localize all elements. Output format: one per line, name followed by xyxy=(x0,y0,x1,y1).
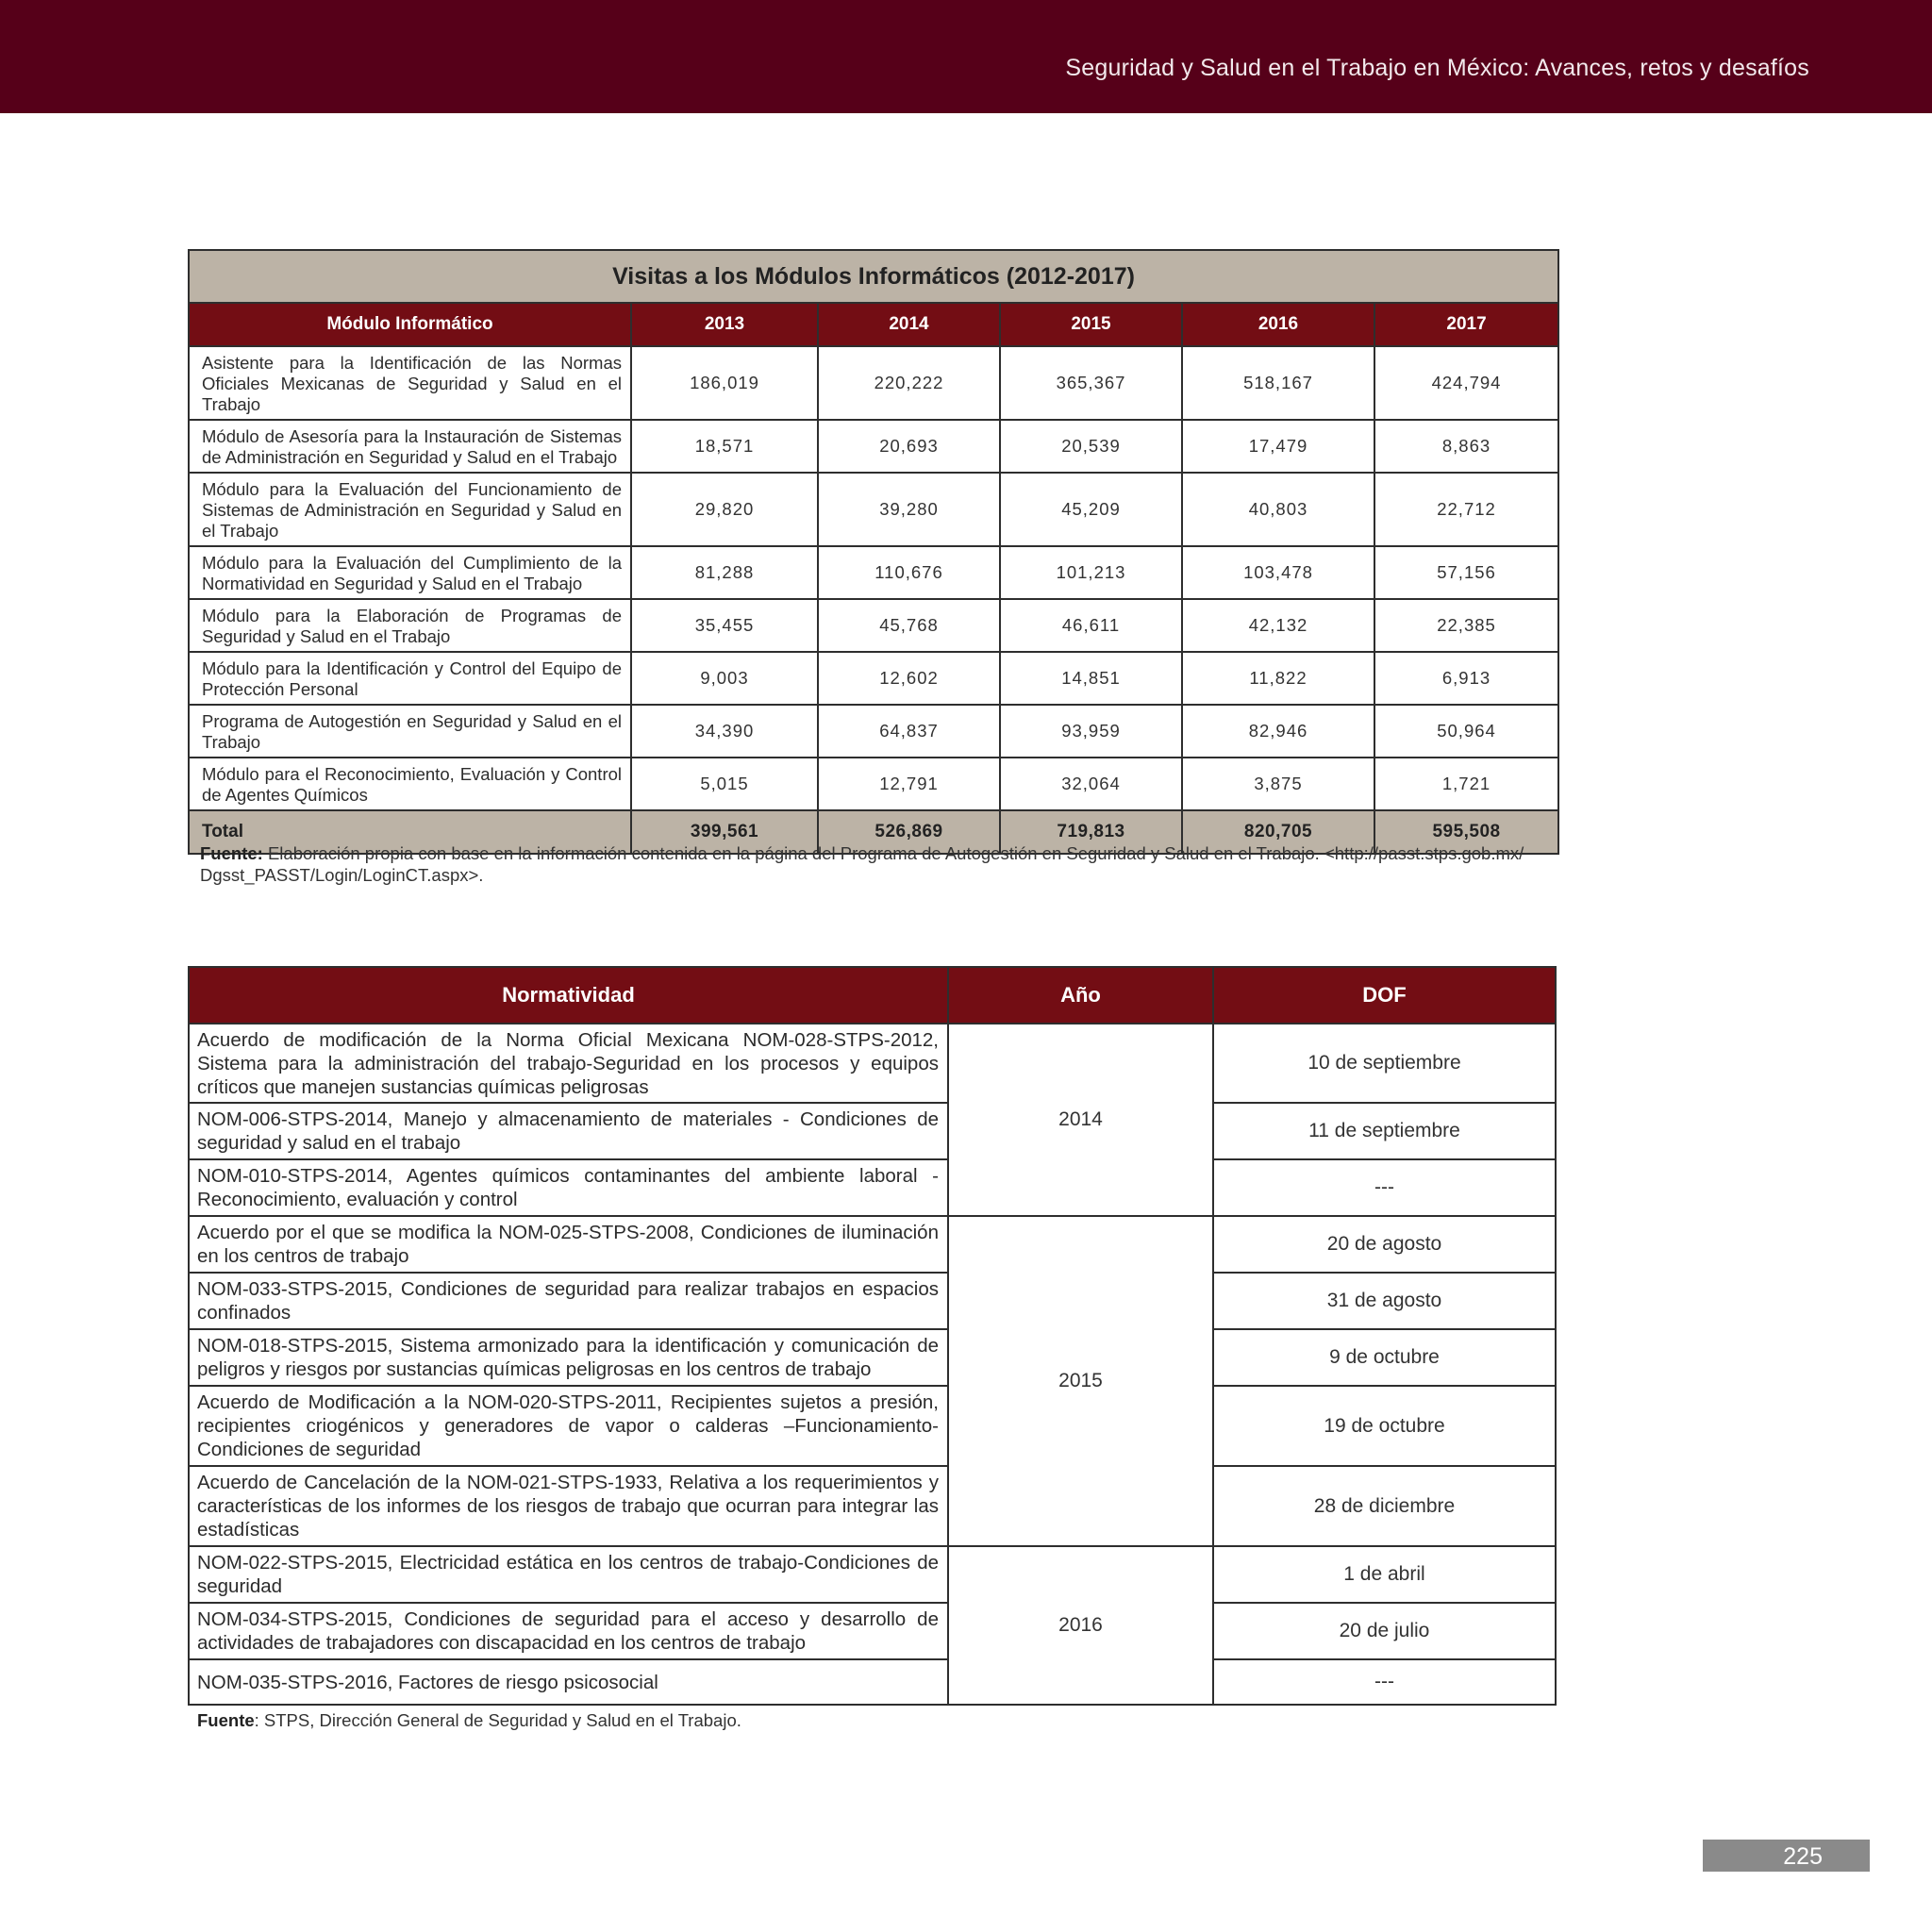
value-cell: 11,822 xyxy=(1182,652,1374,705)
value-cell: 34,390 xyxy=(631,705,818,758)
value-cell: 35,455 xyxy=(631,599,818,652)
dof-date-cell: 31 de agosto xyxy=(1213,1273,1556,1329)
header-title: Seguridad y Salud en el Trabajo en México: Avances, retos y desafíos xyxy=(1065,55,1809,81)
regulation-cell: NOM-035-STPS-2016, Factores de riesgo psicosocial xyxy=(189,1659,948,1705)
table-row xyxy=(189,1329,1556,1386)
total-value: 399,561 xyxy=(631,810,818,854)
table-row xyxy=(189,1103,1556,1159)
modules-visits-table xyxy=(188,249,1559,855)
column-header: Año xyxy=(948,967,1213,1024)
value-cell: 1,721 xyxy=(1374,758,1558,810)
value-cell: 518,167 xyxy=(1182,346,1374,420)
table-title: Visitas a los Módulos Informáticos (2012-2017) xyxy=(189,250,1558,303)
table-row xyxy=(189,1546,1556,1603)
value-cell: 12,602 xyxy=(818,652,1000,705)
value-cell: 18,571 xyxy=(631,420,818,473)
column-header: 2014 xyxy=(818,303,1000,346)
table-row xyxy=(189,1466,1556,1546)
dof-date-cell: 20 de agosto xyxy=(1213,1216,1556,1273)
value-cell: 20,693 xyxy=(818,420,1000,473)
regulation-cell: NOM-022-STPS-2015, Electricidad estática en los centros de trabajo-Condiciones de seguridad xyxy=(189,1546,948,1603)
value-cell: 186,019 xyxy=(631,346,818,420)
table-row xyxy=(189,1159,1556,1216)
column-header: Normatividad xyxy=(189,967,948,1024)
regulation-cell: Acuerdo de Cancelación de la NOM-021-STPS-1933, Relativa a los requerimientos y características de los informes de los riesgos de trabajo que ocurran para integrar las estadísticas xyxy=(189,1466,948,1546)
table-header-row xyxy=(189,967,1556,1024)
dof-date-cell: 11 de septiembre xyxy=(1213,1103,1556,1159)
column-header: Módulo Informático xyxy=(189,303,631,346)
value-cell: 45,209 xyxy=(1000,473,1182,546)
table-row xyxy=(189,473,1558,546)
column-header: 2015 xyxy=(1000,303,1182,346)
regulation-cell: NOM-033-STPS-2015, Condiciones de seguridad para realizar trabajos en espacios confinados xyxy=(189,1273,948,1329)
dof-date-cell: 1 de abril xyxy=(1213,1546,1556,1603)
value-cell: 32,064 xyxy=(1000,758,1182,810)
table-row xyxy=(189,1386,1556,1466)
source-text: Elaboración propia con base en la información contenida en la página del Programa de Autogestión en Seguridad y Salud en el Trabajo. <http://passt.stps.gob.mx/ Dgsst_PASST/Login/LoginCT.aspx>. xyxy=(200,843,1524,885)
regulation-cell: Acuerdo de modificación de la Norma Oficial Mexicana NOM-028-STPS-2012, Sistema para la administración del trabajo-Seguridad en los procesos y equipos críticos que manejen sustancias químicas peligrosas xyxy=(189,1024,948,1103)
value-cell: 81,288 xyxy=(631,546,818,599)
value-cell: 20,539 xyxy=(1000,420,1182,473)
regulation-cell: NOM-006-STPS-2014, Manejo y almacenamiento de materiales - Condiciones de seguridad y salud en el trabajo xyxy=(189,1103,948,1159)
value-cell: 103,478 xyxy=(1182,546,1374,599)
value-cell: 17,479 xyxy=(1182,420,1374,473)
table-row xyxy=(189,1659,1556,1705)
dof-date-cell: 20 de julio xyxy=(1213,1603,1556,1659)
total-value: 820,705 xyxy=(1182,810,1374,854)
total-value: 595,508 xyxy=(1374,810,1558,854)
value-cell: 220,222 xyxy=(818,346,1000,420)
value-cell: 14,851 xyxy=(1000,652,1182,705)
module-name-cell: Módulo para la Evaluación del Cumplimiento de la Normatividad en Seguridad y Salud en el Trabajo xyxy=(189,546,631,599)
year-cell: 2014 xyxy=(948,1024,1213,1216)
total-value: 526,869 xyxy=(818,810,1000,854)
value-cell: 22,385 xyxy=(1374,599,1558,652)
value-cell: 424,794 xyxy=(1374,346,1558,420)
value-cell: 101,213 xyxy=(1000,546,1182,599)
table-row xyxy=(189,546,1558,599)
column-header: 2017 xyxy=(1374,303,1558,346)
module-name-cell: Asistente para la Identificación de las Normas Oficiales Mexicanas de Seguridad y Salud en el Trabajo xyxy=(189,346,631,420)
value-cell: 22,712 xyxy=(1374,473,1558,546)
module-name-cell: Módulo de Asesoría para la Instauración de Sistemas de Administración en Seguridad y Salud en el Trabajo xyxy=(189,420,631,473)
table-row xyxy=(189,1024,1556,1103)
regulations-table xyxy=(188,966,1557,1706)
value-cell: 39,280 xyxy=(818,473,1000,546)
value-cell: 365,367 xyxy=(1000,346,1182,420)
value-cell: 110,676 xyxy=(818,546,1000,599)
table-header-row xyxy=(189,303,1558,346)
dof-date-cell: 9 de octubre xyxy=(1213,1329,1556,1386)
value-cell: 5,015 xyxy=(631,758,818,810)
regulation-cell: Acuerdo por el que se modifica la NOM-025-STPS-2008, Condiciones de iluminación en los centros de trabajo xyxy=(189,1216,948,1273)
dof-date-cell: 10 de septiembre xyxy=(1213,1024,1556,1103)
column-header: DOF xyxy=(1213,967,1556,1024)
value-cell: 82,946 xyxy=(1182,705,1374,758)
value-cell: 42,132 xyxy=(1182,599,1374,652)
year-cell: 2015 xyxy=(948,1216,1213,1546)
table-row xyxy=(189,599,1558,652)
table-row xyxy=(189,1603,1556,1659)
value-cell: 9,003 xyxy=(631,652,818,705)
module-name-cell: Módulo para la Evaluación del Funcionamiento de Sistemas de Administración en Seguridad y Salud en el Trabajo xyxy=(189,473,631,546)
table-row xyxy=(189,420,1558,473)
value-cell: 46,611 xyxy=(1000,599,1182,652)
module-name-cell: Programa de Autogestión en Seguridad y Salud en el Trabajo xyxy=(189,705,631,758)
table1-source-note xyxy=(200,842,1558,886)
value-cell: 6,913 xyxy=(1374,652,1558,705)
dof-date-cell: 19 de octubre xyxy=(1213,1386,1556,1466)
value-cell: 45,768 xyxy=(818,599,1000,652)
table-row xyxy=(189,1216,1556,1273)
dof-date-cell: --- xyxy=(1213,1659,1556,1705)
page-number: 225 xyxy=(1703,1840,1870,1872)
header-bar xyxy=(0,0,1932,113)
table-row xyxy=(189,705,1558,758)
regulation-cell: NOM-034-STPS-2015, Condiciones de seguridad para el acceso y desarrollo de actividades de trabajadores con discapacidad en los centros de trabajo xyxy=(189,1603,948,1659)
column-header: 2016 xyxy=(1182,303,1374,346)
table-row xyxy=(189,346,1558,420)
value-cell: 64,837 xyxy=(818,705,1000,758)
value-cell: 40,803 xyxy=(1182,473,1374,546)
column-header: 2013 xyxy=(631,303,818,346)
regulation-cell: NOM-010-STPS-2014, Agentes químicos contaminantes del ambiente laboral - Reconocimiento, evaluación y control xyxy=(189,1159,948,1216)
regulation-cell: Acuerdo de Modificación a la NOM-020-STPS-2011, Recipientes sujetos a presión, recipientes criogénicos y generadores de vapor o calderas –Funcionamiento- Condiciones de seguridad xyxy=(189,1386,948,1466)
table-row xyxy=(189,1273,1556,1329)
table-row xyxy=(189,758,1558,810)
value-cell: 29,820 xyxy=(631,473,818,546)
dof-date-cell: --- xyxy=(1213,1159,1556,1216)
source-text: : STPS, Dirección General de Seguridad y Salud en el Trabajo. xyxy=(254,1710,741,1730)
source-label: Fuente xyxy=(197,1710,255,1730)
total-value: 719,813 xyxy=(1000,810,1182,854)
total-label: Total xyxy=(189,810,631,854)
dof-date-cell: 28 de diciembre xyxy=(1213,1466,1556,1546)
table2-source-note xyxy=(197,1710,741,1731)
year-cell: 2016 xyxy=(948,1546,1213,1705)
value-cell: 12,791 xyxy=(818,758,1000,810)
value-cell: 57,156 xyxy=(1374,546,1558,599)
module-name-cell: Módulo para la Identificación y Control del Equipo de Protección Personal xyxy=(189,652,631,705)
regulation-cell: NOM-018-STPS-2015, Sistema armonizado para la identificación y comunicación de peligros y riesgos por sustancias químicas peligrosas en los centros de trabajo xyxy=(189,1329,948,1386)
value-cell: 3,875 xyxy=(1182,758,1374,810)
table-row xyxy=(189,652,1558,705)
module-name-cell: Módulo para el Reconocimiento, Evaluación y Control de Agentes Químicos xyxy=(189,758,631,810)
value-cell: 50,964 xyxy=(1374,705,1558,758)
value-cell: 93,959 xyxy=(1000,705,1182,758)
value-cell: 8,863 xyxy=(1374,420,1558,473)
module-name-cell: Módulo para la Elaboración de Programas de Seguridad y Salud en el Trabajo xyxy=(189,599,631,652)
source-label: Fuente: xyxy=(200,843,263,863)
